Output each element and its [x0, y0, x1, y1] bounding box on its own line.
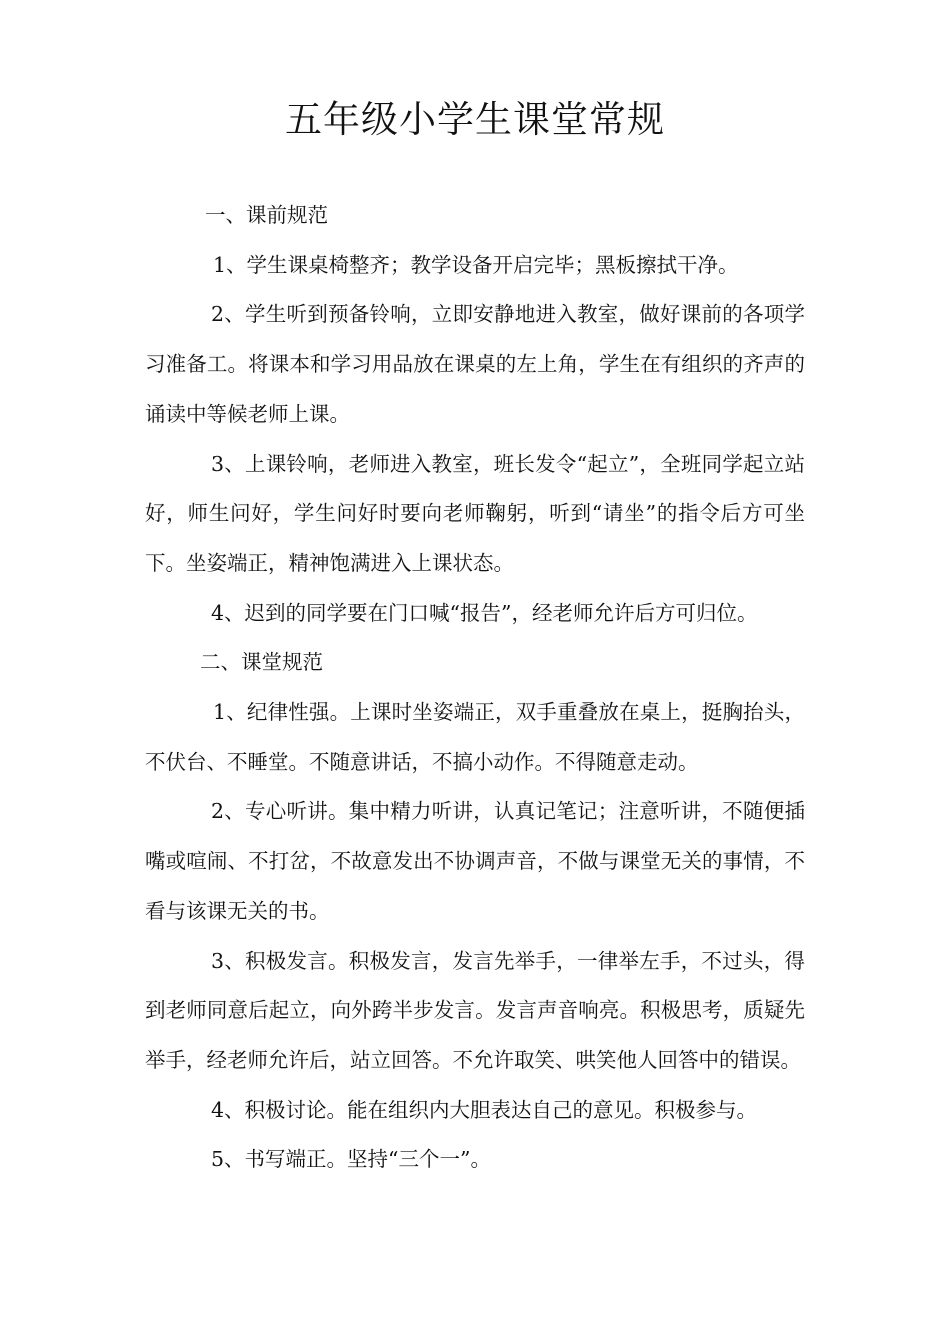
rule-item: 1、学生课桌椅整齐；教学设备开启完毕；黑板擦拭干净。: [213, 252, 739, 277]
rule-item: 1、纪律性强。上课时坐姿端正，双手重叠放在桌上，挺胸抬头，不伏台、不睡堂。不随意讲话，不搞小动作。不得随意走动。: [145, 700, 805, 774]
rule-item: 2、专心听讲。集中精力听讲，认真记笔记；注意听讲，不随便插嘴或喧闹、不打岔，不故意发出不协调声音，不做与课堂无关的事情，不看与该课无关的书。: [145, 799, 805, 923]
page-title: 五年级小学生课堂常规: [285, 98, 665, 141]
rule-item: 2、学生听到预备铃响，立即安静地进入教室，做好课前的各项学习准备工。将课本和学习用品放在课桌的左上角，学生在有组织的齐声的诵读中等候老师上课。: [145, 302, 805, 426]
rule-item: 4、积极讨论。能在组织内大胆表达自己的意见。积极参与。: [211, 1097, 758, 1122]
document-body: [145, 191, 805, 1185]
rule-item: 5、书写端正。坚持“三个一”。: [211, 1147, 492, 1172]
rule-item: 3、上课铃响，老师进入教室，班长发令“起立”，全班同学起立站好，师生问好，学生问好时要向老师鞠躬，听到“请坐”的指令后方可坐下。坐姿端正，精神饱满进入上课状态。: [145, 451, 805, 575]
rule-item: 3、积极发言。积极发言，发言先举手，一律举左手，不过头，得到老师同意后起立，向外跨半步发言。发言声音响亮。积极思考，质疑先举手，经老师允许后，站立回答。不允许取笑、哄笑他人回答中的错误。: [145, 948, 805, 1072]
rule-item: 4、迟到的同学要在门口喊“报告”，经老师允许后方可归位。: [211, 600, 758, 625]
section-heading-pre-class: 一、课前规范: [205, 203, 328, 227]
section-heading-in-class: 二、课堂规范: [200, 650, 323, 675]
